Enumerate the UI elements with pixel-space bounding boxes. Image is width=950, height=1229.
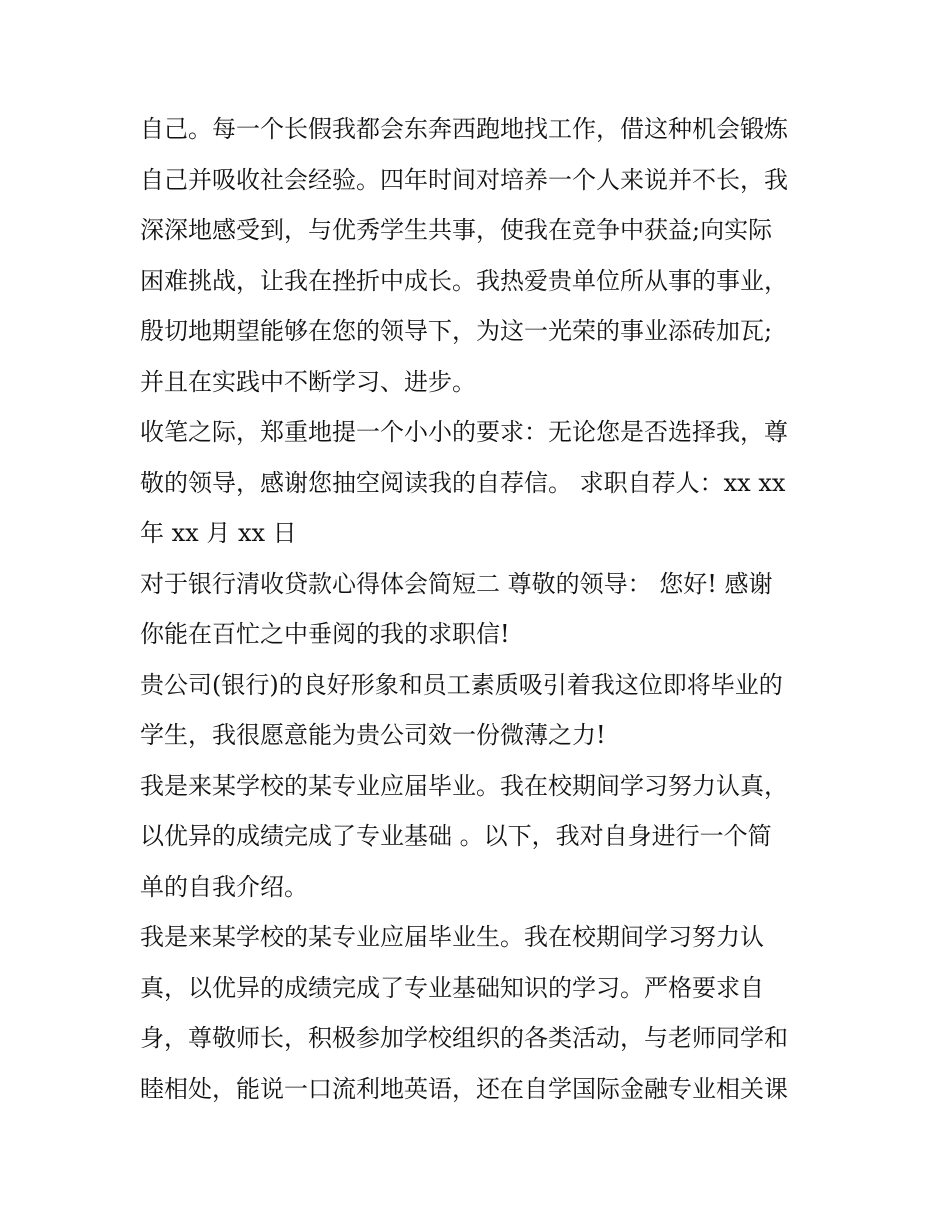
text-line: 以优异的成绩完成了专业基础 。以下，我对自身进行一个简 <box>140 822 772 850</box>
text-line: 困难挑战，让我在挫折中成长。我热爱贵单位所从事的事业， <box>140 266 788 295</box>
text-line: 身，尊敬师长，积极参加学校组织的各类活动，与老师同学和 <box>140 1024 788 1052</box>
text-line: 年 xx 月 xx 日 <box>140 519 297 547</box>
text-line: 学生，我很愿意能为贵公司效一份微薄之力! <box>140 721 606 749</box>
text-line: 殷切地期望能够在您的领导下，为这一光荣的事业添砖加瓦; <box>140 317 773 345</box>
text-line: 并且在实践中不断学习、进步。 <box>140 367 476 396</box>
text-line: 自己并吸收社会经验。四年时间对培养一个人来说并不长，我 <box>140 165 788 194</box>
text-line: 贵公司(银行)的良好形象和员工素质吸引着我这位即将毕业的 <box>140 670 783 699</box>
text-line: 单的自我介绍。 <box>140 872 308 901</box>
text-line: 敬的领导，感谢您抽空阅读我的自荐信。 求职自荐人：xx xx <box>140 468 786 497</box>
text-line: 真，以优异的成绩完成了专业基础知识的学习。严格要求自 <box>140 973 764 1002</box>
text-line: 你能在百忙之中垂阅的我的求职信! <box>140 620 510 648</box>
text-line: 对于银行清收贷款心得体会简短二 尊敬的领导： 您好! 感谢 <box>140 569 773 598</box>
text-line: 收笔之际，郑重地提一个小小的要求：无论您是否选择我，尊 <box>140 418 788 446</box>
text-line: 深深地感受到，与优秀学生共事，使我在竞争中获益;向实际 <box>140 216 773 244</box>
document-body <box>140 104 820 1114</box>
text-line: 睦相处，能说一口流利地英语，还在自学国际金融专业相关课 <box>140 1074 788 1103</box>
text-line: 我是来某学校的某专业应届毕业生。我在校期间学习努力认 <box>140 923 764 951</box>
text-line: 自己。每一个长假我都会东奔西跑地找工作，借这种机会锻炼 <box>140 115 788 143</box>
text-line: 我是来某学校的某专业应届毕业。我在校期间学习努力认真， <box>140 771 788 800</box>
